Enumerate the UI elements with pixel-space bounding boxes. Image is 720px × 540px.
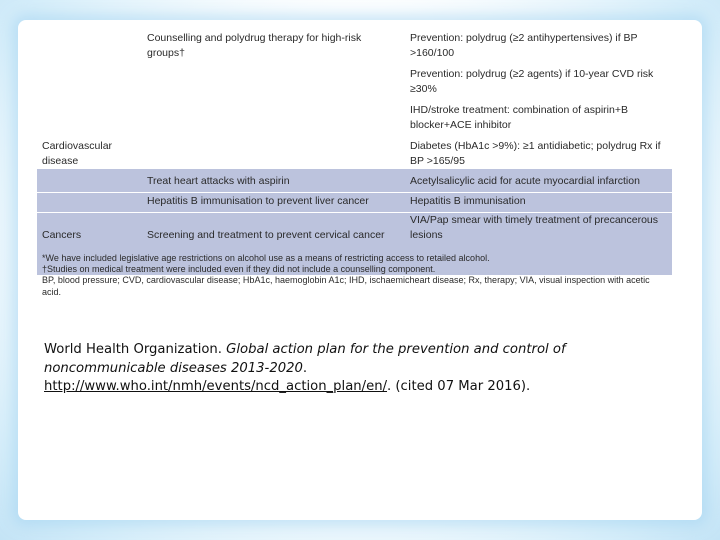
cvd-detail-2: Prevention: polydrug (≥2 agents) if 10-year CVD risk ≥30% bbox=[410, 68, 654, 95]
source-citation: World Health Organization. Global action plan for the prevention and control of noncommunicable diseases 2013-2020. http://www.who.int/nmh/events/ncd_action_plan/en/. (cited 07 Mar 2016). bbox=[44, 342, 566, 395]
citation-author: World Health Organization. bbox=[44, 342, 227, 357]
cancer-intervention-2: Hepatitis B immunisation to prevent liver cancer bbox=[147, 195, 369, 207]
cancers-label: Cancers bbox=[42, 229, 82, 241]
cvd-intervention: Counselling and polydrug therapy for high-risk groups† bbox=[147, 32, 362, 59]
cancer-detail-1: Acetylsalicylic acid for acute myocardial infarction bbox=[410, 175, 640, 187]
table-row-cardiovascular bbox=[37, 29, 672, 169]
cvd-label: Cardiovascular disease bbox=[42, 140, 113, 167]
interventions-table bbox=[37, 29, 672, 312]
cancer-detail-3: VIA/Pap smear with timely treatment of precancerous lesions bbox=[410, 214, 659, 241]
citation-link[interactable]: http://www.who.int/nmh/events/ncd_action_plan/en/ bbox=[44, 379, 388, 395]
table-footnotes bbox=[42, 253, 670, 298]
cvd-detail-3: IHD/stroke treatment: combination of aspirin+B blocker+ACE inhibitor bbox=[410, 104, 628, 131]
footnote-studies: †Studies on medical treatment were included even if they did not include a counselling component. bbox=[42, 264, 436, 275]
cancer-intervention-1: Treat heart attacks with aspirin bbox=[147, 175, 290, 187]
cvd-detail-1: Prevention: polydrug (≥2 antihypertensives) if BP >160/100 bbox=[410, 32, 638, 59]
citation-title: Global action plan for the prevention and control of noncommunicable diseases 2013-2020 bbox=[44, 342, 566, 376]
cancer-intervention-3: Screening and treatment to prevent cervical cancer bbox=[147, 229, 385, 241]
footnote-abbreviations: BP, blood pressure; CVD, cardiovascular disease; HbA1c, haemoglobin A1c; IHD, ischaemicheart disease; Rx, therapy; VIA, visual inspection with acetic acid. bbox=[42, 275, 650, 297]
citation-date: . (cited 07 Mar 2016). bbox=[387, 379, 531, 395]
cancer-detail-2: Hepatitis B immunisation bbox=[410, 195, 526, 207]
footnote-alcohol: *We have included legislative age restrictions on alcohol use as a means of restricting access to retailed alcohol. bbox=[42, 253, 490, 263]
row-divider bbox=[37, 192, 672, 193]
cvd-detail-4: Diabetes (HbA1c >9%): ≥1 antidiabetic; polydrug Rx if BP >165/95 bbox=[410, 140, 661, 167]
